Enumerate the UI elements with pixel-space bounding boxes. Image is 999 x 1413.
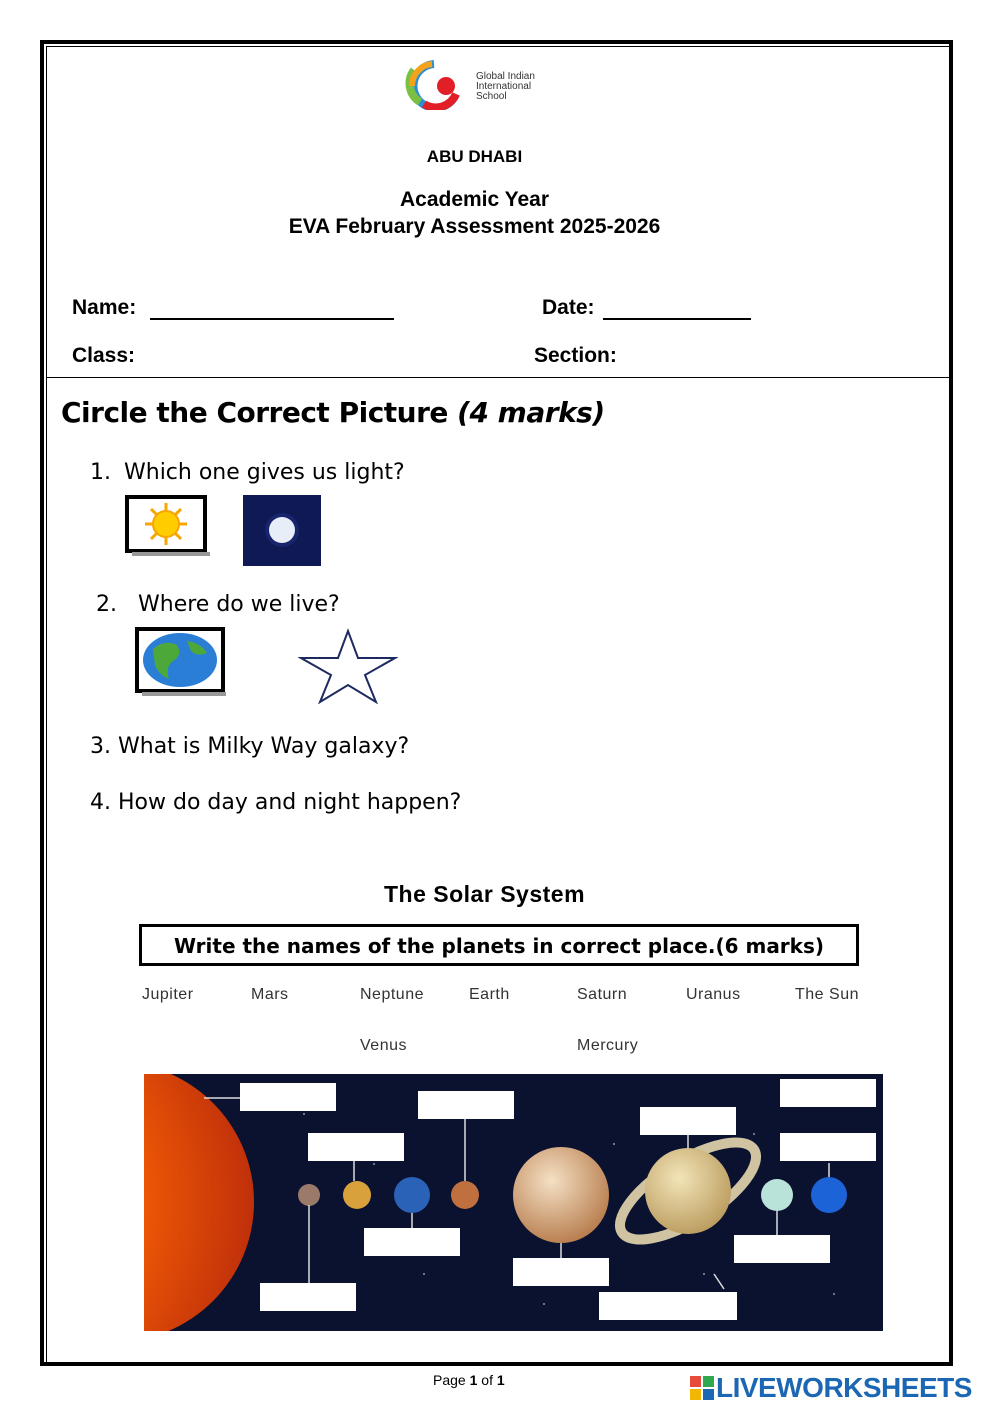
- question-2: [96, 592, 340, 617]
- jupiter-image: [513, 1147, 609, 1243]
- mercury-image: [298, 1184, 320, 1206]
- question-4: [90, 790, 461, 815]
- solar-instruction-box: Write the names of the planets in correct place.(6 marks): [139, 924, 859, 966]
- page-current: 1: [469, 1372, 478, 1388]
- question-2-number: 2.: [96, 592, 117, 617]
- earth-image: [394, 1177, 430, 1213]
- question-1-number: 1.: [90, 460, 111, 485]
- assessment-title: EVA February Assessment 2025-2026: [288, 215, 661, 238]
- moon-picture[interactable]: [243, 495, 321, 566]
- school-name-line-1: Global Indian: [476, 71, 535, 82]
- word-bank-mercury: Mercury: [577, 1037, 639, 1054]
- answer-box-jupiter[interactable]: [513, 1258, 609, 1286]
- answer-box-saturn-2[interactable]: [599, 1292, 737, 1320]
- date-field: [542, 296, 751, 320]
- answer-box-mars[interactable]: [418, 1091, 514, 1119]
- word-bank-saturn: Saturn: [577, 986, 628, 1003]
- liveworksheets-logo-icon: [690, 1376, 714, 1400]
- name-field: [72, 296, 394, 320]
- section1-marks: (4 marks): [457, 396, 605, 429]
- question-2-text: Where do we live?: [138, 592, 340, 617]
- mars-image: [451, 1181, 479, 1209]
- name-label: Name:: [72, 296, 137, 319]
- earth-picture[interactable]: [135, 627, 227, 697]
- page-prefix: Page: [433, 1372, 466, 1388]
- section-label: Section:: [534, 344, 617, 367]
- name-blank[interactable]: [150, 300, 394, 320]
- school-name-line-2: International: [476, 81, 532, 92]
- answer-box-top-right[interactable]: [780, 1079, 876, 1107]
- question-3-text: What is Milky Way galaxy?: [118, 734, 410, 759]
- neptune-image: [811, 1177, 847, 1213]
- question-3-number: 3.: [90, 734, 111, 759]
- city-label: ABU DHABI: [426, 147, 523, 166]
- venus-image: [343, 1181, 371, 1209]
- answer-box-uranus[interactable]: [734, 1235, 830, 1263]
- school-name-line-3: School: [476, 91, 507, 102]
- liveworksheets-brand[interactable]: LIVEWORKSHEETS: [716, 1372, 972, 1403]
- answer-box-saturn[interactable]: [640, 1107, 736, 1135]
- word-bank-uranus: Uranus: [686, 986, 741, 1003]
- page-of: of: [481, 1372, 493, 1388]
- saturn-image: [645, 1148, 731, 1234]
- answer-box-earth[interactable]: [364, 1228, 460, 1256]
- sun-picture[interactable]: [125, 495, 211, 557]
- date-blank[interactable]: [603, 300, 751, 320]
- answer-box-mercury[interactable]: [260, 1283, 356, 1311]
- word-bank-neptune: Neptune: [360, 986, 424, 1003]
- page-footer: [433, 1372, 505, 1388]
- answer-box-neptune[interactable]: [780, 1133, 876, 1161]
- header-divider: [46, 377, 951, 378]
- word-bank-mars: Mars: [251, 986, 289, 1003]
- question-3: [90, 734, 409, 759]
- class-label: Class:: [72, 344, 136, 367]
- page-total: 1: [496, 1372, 505, 1388]
- question-4-text: How do day and night happen?: [118, 790, 462, 815]
- date-label: Date:: [542, 296, 595, 319]
- word-bank-venus: Venus: [360, 1037, 407, 1054]
- star-picture[interactable]: [298, 628, 398, 704]
- word-bank-earth: Earth: [469, 986, 510, 1003]
- question-1: [90, 460, 405, 485]
- answer-box-venus[interactable]: [308, 1133, 404, 1161]
- question-1-text: Which one gives us light?: [124, 460, 405, 485]
- word-bank-jupiter: Jupiter: [142, 986, 194, 1003]
- answer-box-the-sun[interactable]: [240, 1083, 336, 1111]
- academic-year-label: Academic Year: [399, 188, 550, 211]
- word-bank-the-sun: The Sun: [795, 986, 859, 1003]
- uranus-image: [761, 1179, 793, 1211]
- school-name: [476, 72, 535, 102]
- solar-system-diagram: [144, 1074, 883, 1331]
- section1-title: Circle the Correct Picture: [61, 396, 448, 429]
- solar-system-title: The Solar System: [384, 881, 586, 907]
- section1-heading: [61, 396, 605, 429]
- question-4-number: 4.: [90, 790, 111, 815]
